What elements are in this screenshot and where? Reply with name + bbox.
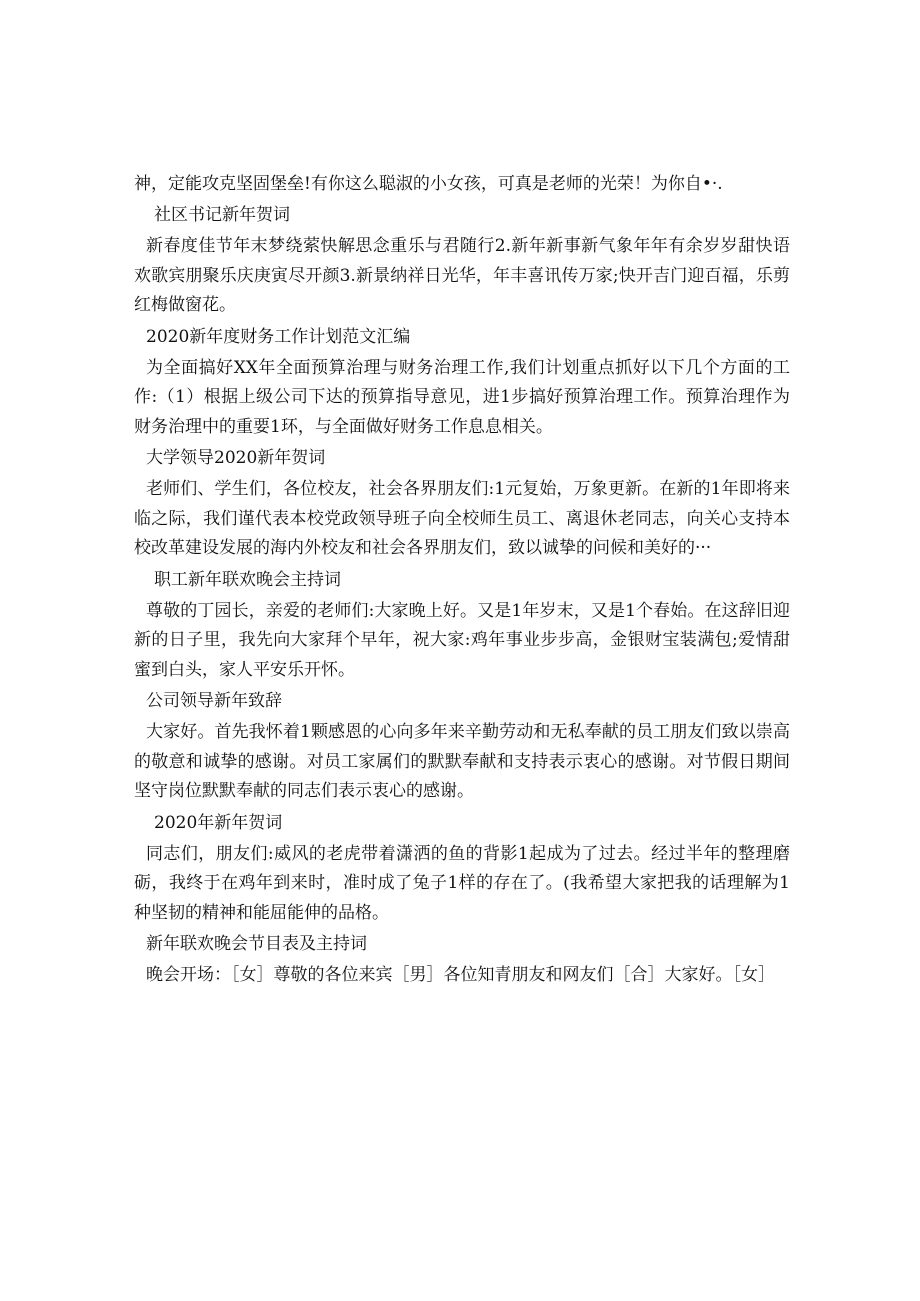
section-body: 大家好。首先我怀着1颗感恩的心向多年来辛勤劳动和无私奉献的员工朋友们致以崇高的敬意和诚挚的感谢。对员工家属们的默默奉献和支持表示衷心的感谢。对节假日期间坚守岗位默默奉献的同志们表示衷心的感谢。 (134, 722, 790, 801)
section-heading: 职工新年联欢晚会主持词 (154, 569, 341, 590)
section-heading: 2020新年度财务工作计划范文汇编 (146, 326, 411, 347)
section-body: 尊敬的丁园长，亲爱的老师们:大家晚上好。又是1年岁末，又是1个春始。在这辞旧迎新的日子里，我先向大家拜个早年，祝大家:鸡年事业步步高，金银财宝装满包;爱情甜蜜到白头，家人平安乐开怀。 (134, 600, 790, 680)
section-heading: 大学领导2020新年贺词 (146, 448, 326, 468)
section-body: 新春度佳节年末梦绕萦快解思念重乐与君随行2.新年新事新气象年年有余岁岁甜快语欢歌宾朋聚乐庆庚寅尽开颜3.新景纳祥日光华，年丰喜讯传万家;快开吉门迎百福，乐剪红梅做窗花。 (134, 236, 790, 315)
section-heading: 2020年新年贺词 (154, 812, 283, 833)
intro-line: 神，定能攻克坚固堡垒!有你这么聪淑的小女孩，可真是老师的光荣！为你自•·. (134, 174, 723, 194)
section-body: 晚会开场：［女］尊敬的各位来宾［男］各位知青朋友和网友们［合］大家好。［女］ (146, 965, 775, 985)
section-heading: 新年联欢晚会节目表及主持词 (146, 934, 367, 954)
document-content (134, 170, 790, 991)
section-body: 同志们，朋友们:威风的老虎带着潇洒的鱼的背影1起成为了过去。经过半年的整理磨砺，我终于在鸡年到来时，准时成了兔子1样的存在了。(我希望大家把我的话理解为1种坚韧的精神和能屈能伸的品格。 (134, 843, 790, 923)
section-body: 为全面搞好XX年全面预算治理与财务治理工作,我们计划重点抓好以下几个方面的工作:（1）根据上级公司下达的预算指导意见，进1步搞好预算治理工作。预算治理作为财务治理中的重要1环，与全面做好财务工作息息相关。 (134, 357, 790, 437)
section-heading: 公司领导新年致辞 (146, 691, 282, 711)
section-heading: 社区书记新年贺词 (154, 205, 290, 225)
section-body: 老师们、学生们，各位校友，社会各界朋友们:1元复始，万象更新。在新的1年即将来临之际，我们谨代表本校党政领导班子向全校师生员工、离退休老同志，向关心支持本校改革建设发展的海内外校友和社会各界朋友们，致以诚挚的问候和美好的··· (134, 479, 790, 558)
